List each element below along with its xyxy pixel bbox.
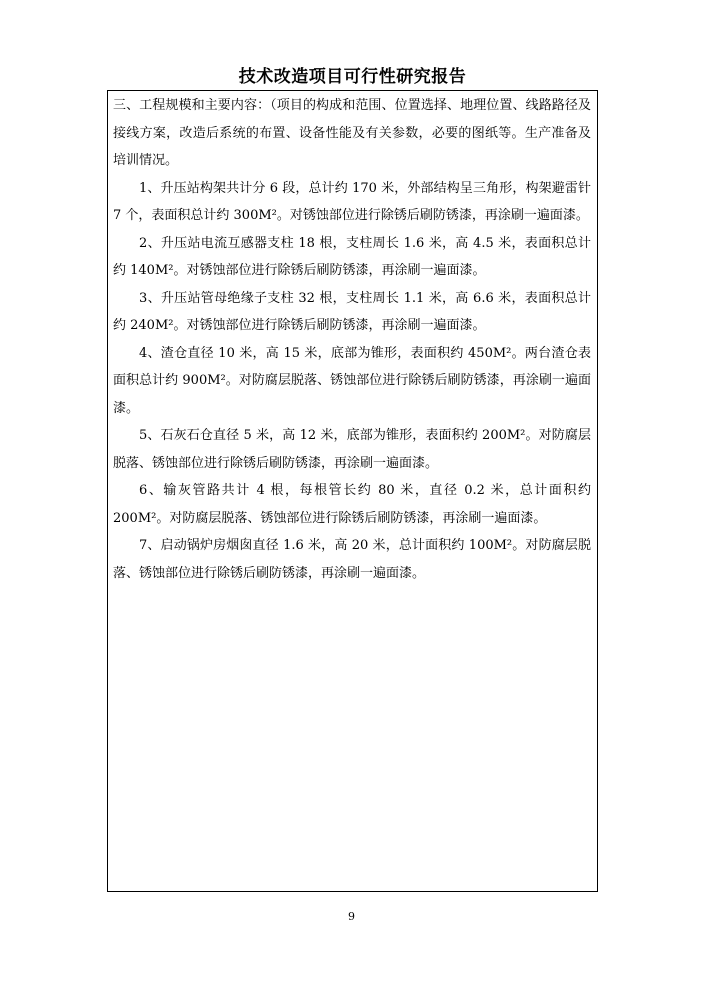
section-heading: 三、工程规模和主要内容：（项目的构成和范围、位置选择、地理位置、线路路径及接线方案，改造后系统的布置、设备性能及有关参数，必要的图纸等。生产准备及培训情况。 [113, 98, 591, 168]
list-item: 6、输灰管路共计 4 根，每根管长约 80 米，直径 0.2 米，总计面积约 200M²。对防腐层脱落、锈蚀部位进行除锈后刷防锈漆，再涂刷一遍面漆。 [113, 483, 591, 526]
list-item: 1、升压站构架共计分 6 段，总计约 170 米，外部结构呈三角形，构架避雷针 7 个，表面积总计约 300M²。对锈蚀部位进行除锈后刷防锈漆，再涂刷一遍面漆。 [113, 180, 591, 223]
list-item: 5、石灰石仓直径 5 米，高 12 米，底部为锥形，表面积约 200M²。对防腐层脱落、锈蚀部位进行除锈后刷防锈漆，再涂刷一遍面漆。 [113, 428, 591, 471]
list-item: 7、启动锅炉房烟囱直径 1.6 米，高 20 米，总计面积约 100M²。对防腐层脱落、锈蚀部位进行除锈后刷防锈漆，再涂刷一遍面漆。 [113, 538, 591, 581]
list-item: 3、升压站管母绝缘子支柱 32 根，支柱周长 1.1 米，高 6.6 米，表面积总计约 240M²。对锈蚀部位进行除锈后刷防锈漆，再涂刷一遍面漆。 [113, 290, 591, 333]
page-number: 9 [348, 910, 355, 923]
list-item: 4、渣仓直径 10 米，高 15 米，底部为锥形，表面积约 450M²。两台渣仓表面积总计约 900M²。对防腐层脱落、锈蚀部位进行除锈后刷防锈漆，再涂刷一遍面漆。 [113, 345, 591, 416]
list-item: 2、升压站电流互感器支柱 18 根，支柱周长 1.6 米，高 4.5 米，表面积总计约 140M²。对锈蚀部位进行除锈后刷防锈漆，再涂刷一遍面漆。 [113, 235, 591, 278]
document-title: 技术改造项目可行性研究报告 [238, 67, 467, 87]
section-content [113, 92, 591, 587]
content-table-cell [107, 90, 598, 892]
